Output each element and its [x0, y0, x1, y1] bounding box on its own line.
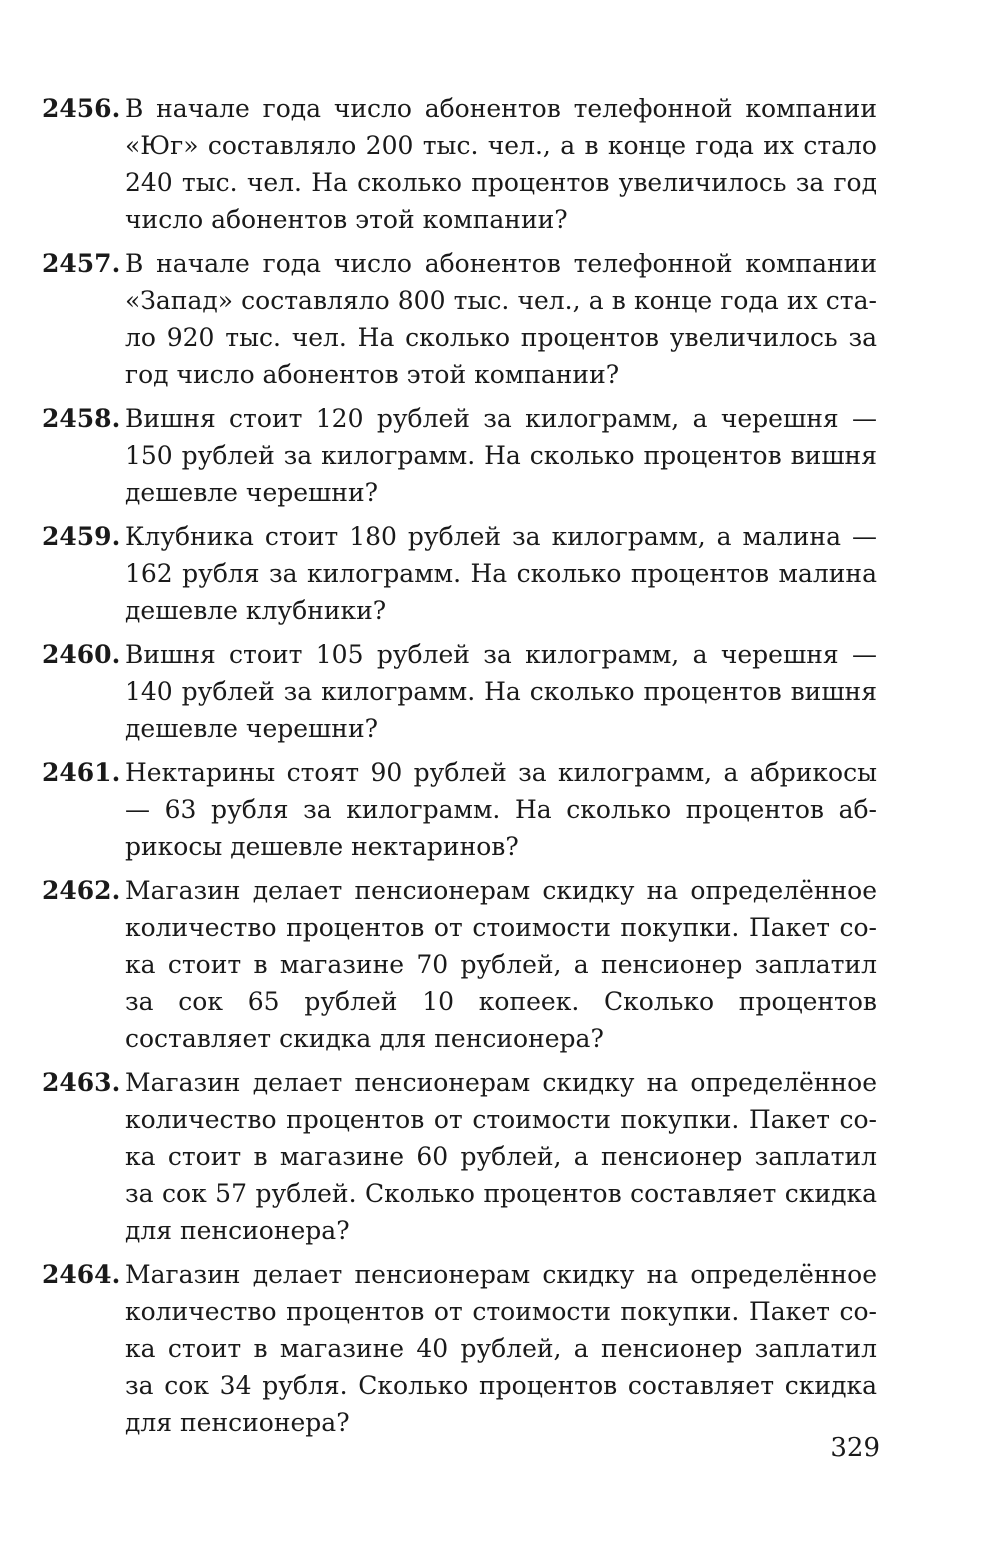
problem-number: 2458.: [42, 404, 121, 433]
problem-2463: [42, 1064, 877, 1249]
problem-text: Магазин делает пенсионерам скидку на определённое количество процентов от стоимости покупки. Пакет сока стоит в магазине 70 рублей, а пенсионер заплатил за сок 65 рублей 10 копеек. Сколько процентов составляет скидка для пенсионера?: [125, 876, 877, 1053]
problem-number: 2464.: [42, 1260, 121, 1289]
problem-2460: [42, 636, 877, 747]
problem-text: Клубника стоит 180 рублей за килограмм, а малина — 162 рубля за килограмм. На сколько процентов малина дешевле клубники?: [125, 522, 877, 625]
problem-number: 2457.: [42, 249, 121, 278]
problem-number: 2459.: [42, 522, 121, 551]
problem-number: 2463.: [42, 1068, 121, 1097]
problem-text: Вишня стоит 120 рублей за килограмм, а черешня — 150 рублей за килограмм. На сколько процентов вишня дешевле черешни?: [125, 404, 877, 507]
problem-2457: [42, 245, 877, 393]
problem-text: В начале года число абонентов телефонной компании «Юг» составляло 200 тыс. чел., а в конце года их стало 240 тыс. чел. На сколько процентов увеличилось за год число абонентов этой компании?: [125, 94, 877, 234]
problem-text: В начале года число абонентов телефонной компании «Запад» составляло 800 тыс. чел., а в конце года их стало 920 тыс. чел. На сколько процентов увеличилось за год число абонентов этой компании?: [125, 249, 877, 389]
problem-2461: [42, 754, 877, 865]
problem-list: [42, 90, 877, 1448]
problem-number: 2461.: [42, 758, 121, 787]
problem-number: 2462.: [42, 876, 121, 905]
problem-text: Магазин делает пенсионерам скидку на определённое количество процентов от стоимости покупки. Пакет сока стоит в магазине 40 рублей, а пенсионер заплатил за сок 34 рубля. Сколько процентов составляет скидка для пенсионера?: [125, 1260, 877, 1437]
problem-2456: [42, 90, 877, 238]
problem-number: 2456.: [42, 94, 121, 123]
problem-2458: [42, 400, 877, 511]
problem-text: Вишня стоит 105 рублей за килограмм, а черешня — 140 рублей за килограмм. На сколько процентов вишня дешевле черешни?: [125, 640, 877, 743]
problem-2462: [42, 872, 877, 1057]
page-number: 329: [830, 1433, 880, 1463]
problem-2459: [42, 518, 877, 629]
problem-2464: [42, 1256, 877, 1441]
problem-text: Нектарины стоят 90 рублей за килограмм, а абрикосы — 63 рубля за килограмм. На сколько процентов абрикосы дешевле нектаринов?: [125, 758, 877, 861]
problem-number: 2460.: [42, 640, 121, 669]
problem-text: Магазин делает пенсионерам скидку на определённое количество процентов от стоимости покупки. Пакет сока стоит в магазине 60 рублей, а пенсионер заплатил за сок 57 рублей. Сколько процентов составляет скидка для пенсионера?: [125, 1068, 877, 1245]
